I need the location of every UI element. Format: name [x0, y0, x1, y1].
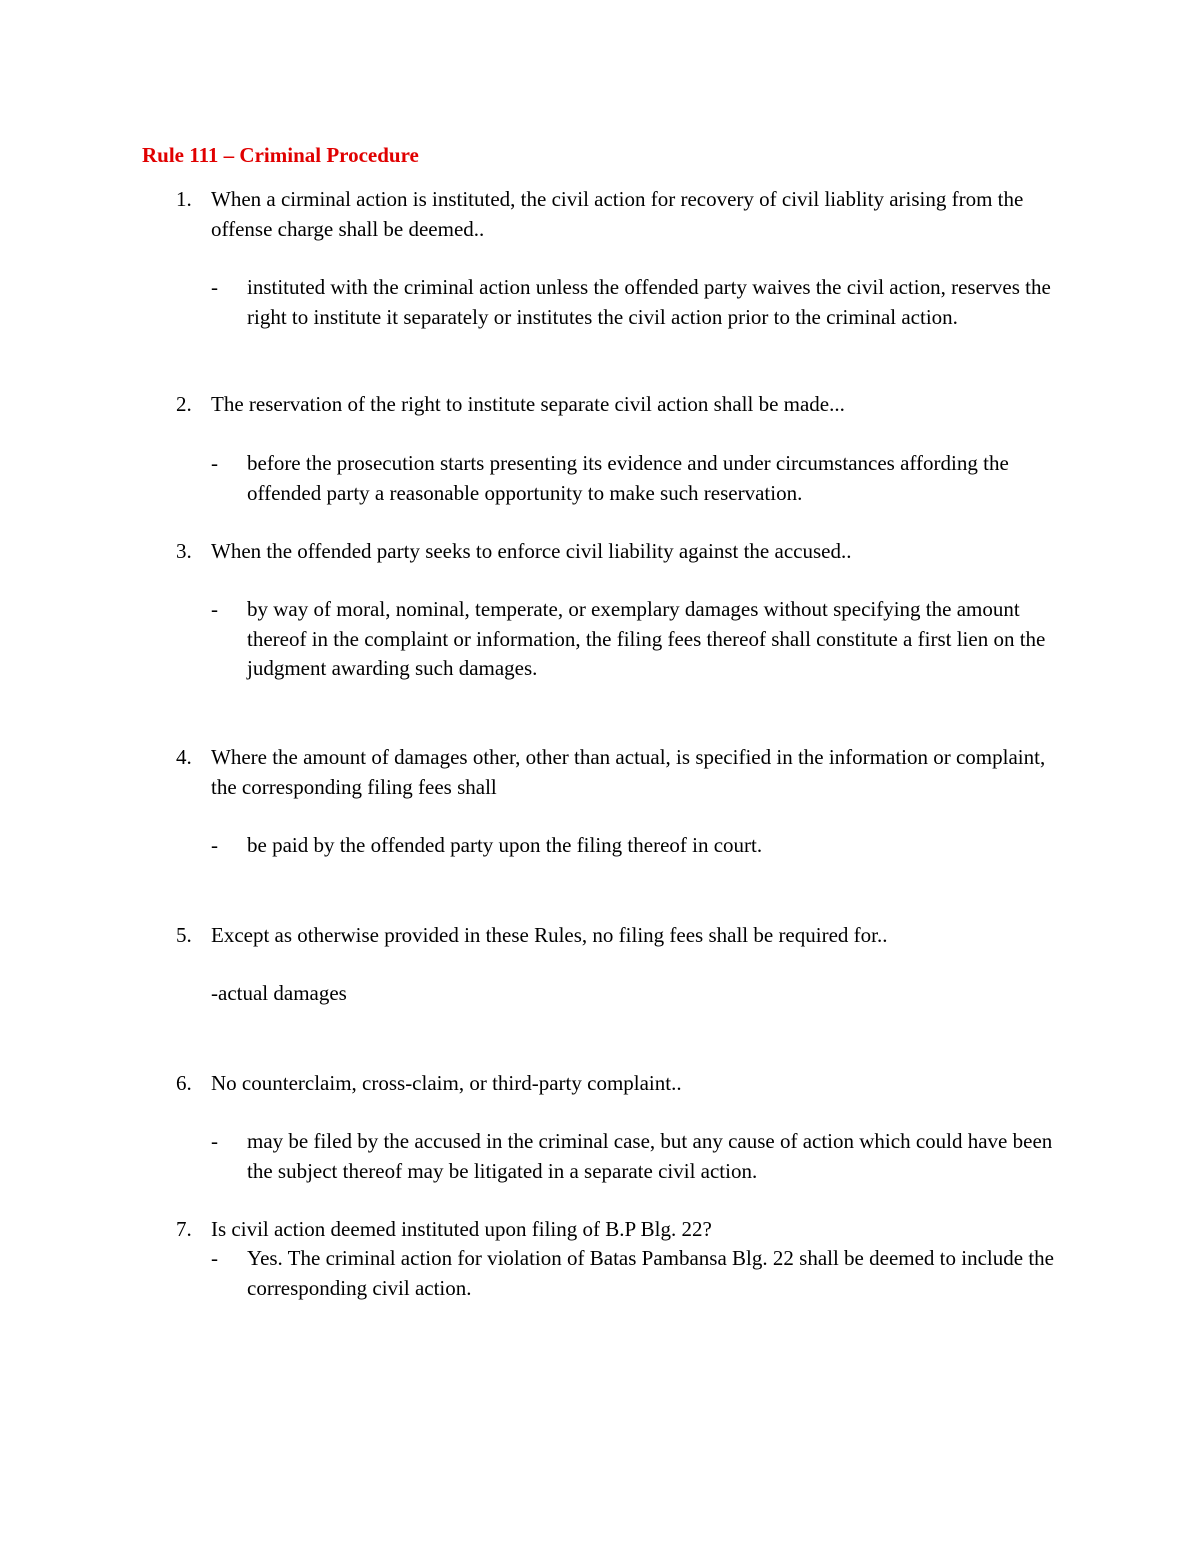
answer-marker: -: [211, 597, 218, 621]
item-number: 6.: [176, 1071, 192, 1095]
item-answer: before the prosecution starts presenting its evidence and under circumstances affording the offended party a reasonable opportunity to make such reservation.: [247, 451, 1009, 505]
item-number: 4.: [176, 745, 192, 769]
item-number: 1.: [176, 187, 192, 211]
item-question: When a cirminal action is instituted, the civil action for recovery of civil liablity arising from the offense charge shall be deemed..: [211, 187, 1024, 241]
item-number: 3.: [176, 539, 192, 563]
item-number: 7.: [176, 1217, 192, 1241]
item-question: Is civil action deemed instituted upon filing of B.P Blg. 22?: [211, 1217, 712, 1241]
item-answer: by way of moral, nominal, temperate, or exemplary damages without specifying the amount thereof in the complaint or information, the filing fees thereof shall constitute a first lien on the judgment awarding such damages.: [247, 597, 1046, 680]
answer-marker: -: [211, 275, 218, 299]
item-question: When the offended party seeks to enforce civil liability against the accused..: [211, 539, 852, 563]
answer-marker: -: [211, 451, 218, 475]
item-answer: instituted with the criminal action unless the offended party waives the civil action, reserves the right to institute it separately or institutes the civil action prior to the criminal action.: [247, 275, 1051, 329]
item-question: No counterclaim, cross-claim, or third-party complaint..: [211, 1071, 682, 1095]
item-answer: Yes. The criminal action for violation of Batas Pambansa Blg. 22 shall be deemed to include the corresponding civil action.: [247, 1246, 1054, 1300]
item-answer: be paid by the offended party upon the filing thereof in court.: [247, 833, 763, 857]
item-question: Except as otherwise provided in these Rules, no filing fees shall be required for..: [211, 923, 888, 947]
answer-marker: -: [211, 1246, 218, 1270]
item-number: 5.: [176, 923, 192, 947]
answer-marker: -: [211, 1129, 218, 1153]
item-answer: -actual damages: [211, 981, 347, 1005]
item-question: Where the amount of damages other, other than actual, is specified in the information or complaint, the corresponding filing fees shall: [211, 745, 1046, 799]
item-answer: may be filed by the accused in the criminal case, but any cause of action which could have been the subject thereof may be litigated in a separate civil action.: [247, 1129, 1053, 1183]
item-question: The reservation of the right to institute separate civil action shall be made...: [211, 392, 845, 416]
item-number: 2.: [176, 392, 192, 416]
document-heading: Rule 111 – Criminal Procedure: [142, 143, 419, 167]
answer-marker: -: [211, 833, 218, 857]
